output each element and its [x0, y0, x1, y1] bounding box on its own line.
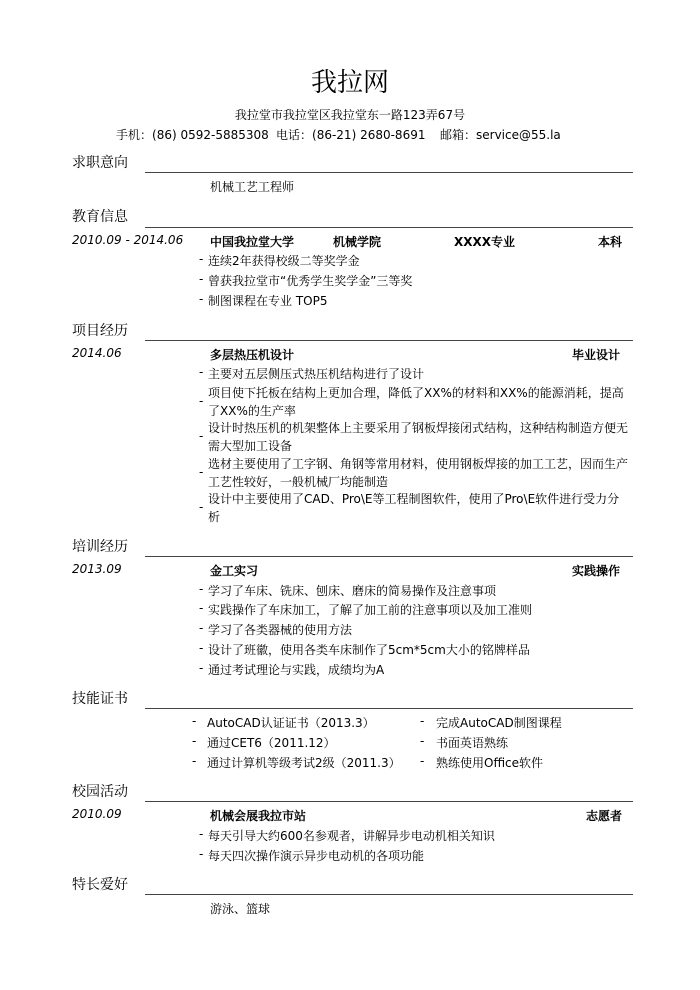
bullet-dash: - — [199, 272, 204, 286]
email-label: 邮箱： — [440, 128, 477, 142]
phone-value: (86) 0592-5885308 — [152, 128, 269, 142]
project-item: 设计时热压机的机架整体上主要采用了钢板焊接闭式结构，这种结构制造方便无需大型加工设备 — [208, 421, 629, 453]
phone-label: 手机： — [116, 128, 153, 142]
skill-item: 通过CET6（2011.12） — [207, 736, 336, 750]
bullet-dash: - — [199, 292, 204, 306]
project-item: 设计中主要使用了CAD、Pro\E等工程制图软件，使用了Pro\E软件进行受力分析 — [208, 492, 620, 524]
section-rule-project — [145, 340, 633, 341]
hobby-text: 游泳、篮球 — [210, 902, 271, 916]
education-item: 曾获我拉堂市“优秀学生奖学金”三等奖 — [208, 274, 413, 288]
phone-line — [116, 126, 269, 143]
project-item: 主要对五层侧压式热压机结构进行了设计 — [208, 367, 425, 381]
bullet-dash: - — [199, 621, 204, 635]
training-item: 实践操作了车床加工，了解了加工前的注意事项以及加工准则 — [208, 603, 533, 617]
resume-name: 我拉网 — [310, 68, 389, 98]
project-role: 毕业设计 — [572, 348, 621, 362]
section-title-training: 培训经历 — [72, 539, 128, 555]
training-date: 2013.09 — [72, 562, 122, 576]
project-date: 2014.06 — [72, 346, 122, 360]
intent-position: 机械工艺工程师 — [210, 180, 295, 194]
section-title-skills: 技能证书 — [72, 691, 128, 707]
bullet-dash: - — [420, 754, 425, 768]
education-item: 制图课程在专业 TOP5 — [208, 294, 328, 308]
email-line — [440, 126, 561, 143]
campus-item: 每天四次操作演示异步电动机的各项功能 — [208, 849, 425, 863]
tel-value: (86-21) 2680-8691 — [312, 128, 426, 142]
training-item: 通过考试理论与实践，成绩均为A — [208, 663, 385, 677]
bullet-dash: - — [199, 847, 204, 861]
section-rule-campus — [145, 801, 633, 802]
bullet-dash: - — [199, 827, 204, 841]
tel-line — [276, 126, 425, 143]
section-title-education: 教育信息 — [72, 209, 128, 225]
campus-role: 志愿者 — [586, 809, 623, 823]
project-item: 项目使下托板在结构上更加合理，降低了XX%的材料和XX%的能源消耗，提高了XX%的生产率 — [208, 386, 624, 418]
bullet-dash: - — [199, 429, 204, 443]
training-item: 学习了各类器械的使用方法 — [208, 623, 353, 637]
bullet-dash: - — [199, 500, 204, 514]
education-school: 中国我拉堂大学 — [210, 235, 295, 249]
bullet-dash: - — [199, 601, 204, 615]
bullet-dash: - — [199, 465, 204, 479]
bullet-dash: - — [192, 714, 197, 728]
bullet-dash: - — [192, 734, 197, 748]
education-date: 2010.09 - 2014.06 — [72, 233, 184, 247]
bullet-dash: - — [420, 734, 425, 748]
training-item: 学习了车床、铣床、刨床、磨床的简易操作及注意事项 — [208, 584, 497, 598]
skill-item: 完成AutoCAD制图课程 — [436, 716, 562, 730]
bullet-dash: - — [420, 714, 425, 728]
address: 我拉堂市我拉堂区我拉堂东一路123弄67号 — [234, 108, 466, 122]
skill-item: 熟练使用Office软件 — [436, 756, 544, 770]
skill-item: 通过计算机等级考试2级（2011.3） — [207, 756, 401, 770]
section-title-campus: 校园活动 — [72, 784, 128, 800]
email-value: service@55.la — [476, 128, 561, 142]
bullet-dash: - — [192, 754, 197, 768]
education-item: 连续2年获得校级二等奖学金 — [208, 254, 360, 268]
skill-item: AutoCAD认证证书（2013.3） — [207, 716, 375, 730]
training-name: 金工实习 — [210, 564, 259, 578]
bullet-dash: - — [199, 661, 204, 675]
training-item: 设计了班徽，使用各类车床制作了5cm*5cm大小的铭牌样品 — [208, 643, 530, 657]
section-rule-intent — [145, 172, 633, 173]
section-rule-skills — [145, 708, 633, 709]
bullet-dash: - — [199, 582, 204, 596]
education-major: XXXX专业 — [454, 235, 516, 249]
section-rule-hobby — [145, 894, 633, 895]
section-rule-education — [145, 227, 633, 228]
section-title-project: 项目经历 — [72, 323, 128, 339]
bullet-dash: - — [199, 252, 204, 266]
education-college: 机械学院 — [333, 235, 382, 249]
project-item: 选材主要使用了工字钢、角钢等常用材料，使用钢板焊接的加工工艺，因而生产工艺性较好，一般机械厂均能制造 — [208, 457, 629, 489]
bullet-dash: - — [199, 641, 204, 655]
section-title-hobby: 特长爱好 — [72, 877, 128, 893]
tel-label: 电话： — [276, 128, 313, 142]
section-rule-training — [145, 556, 633, 557]
section-title-intent: 求职意向 — [72, 155, 128, 171]
bullet-dash: - — [199, 394, 204, 408]
skill-item: 书面英语熟练 — [436, 736, 509, 750]
project-name: 多层热压机设计 — [210, 348, 295, 362]
campus-date: 2010.09 — [72, 807, 122, 821]
education-degree: 本科 — [598, 235, 623, 249]
training-role: 实践操作 — [572, 564, 621, 578]
bullet-dash: - — [199, 365, 204, 379]
campus-item: 每天引导大约600名参观者，讲解异步电动机相关知识 — [208, 829, 495, 843]
campus-name: 机械会展我拉市站 — [210, 809, 307, 823]
